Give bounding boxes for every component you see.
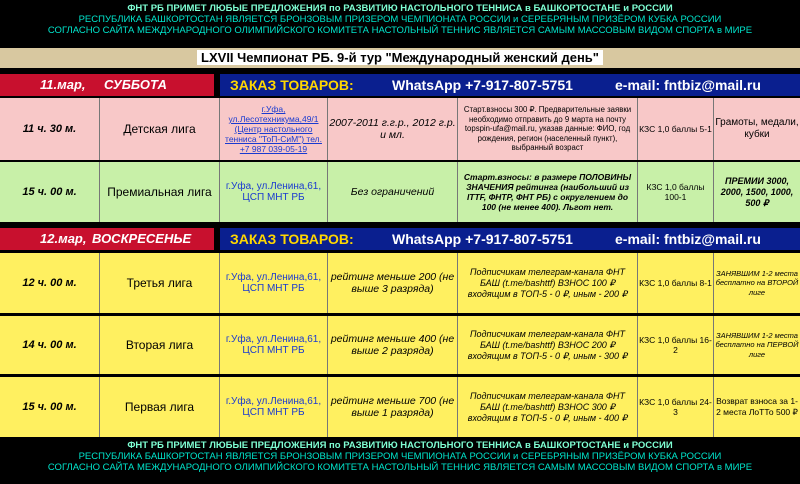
day-label — [0, 74, 214, 96]
row-league: Третья лига — [100, 253, 220, 313]
row-prize: Грамоты, медали, кубки — [714, 98, 800, 160]
row-time: 14 ч. 00 м. — [0, 316, 100, 374]
schedule-row — [0, 377, 800, 437]
row-place: г.Уфа, ул.Ленина,61, ЦСП МНТ РБ — [220, 253, 328, 313]
day-header-2 — [0, 228, 800, 250]
banner-line-2: РЕСПУБЛИКА БАШКОРТОСТАН ЯВЛЯЕТСЯ БРОНЗОВЫМ ПРИЗЕРОМ ЧЕМПИОНАТА РОССИИ и СЕРЕБРЯНЫМ ПРИЗЁРОМ КУБКА РОССИИ — [78, 14, 722, 25]
email-link[interactable]: e-mail: fntbiz@mail.ru — [615, 77, 761, 93]
row-fee: Старт.взносы 300 ₽. Предварительные заявки необходимо отправить до 9 марта на почту topspin-ufa@mail.ru, указав данные: ФИО, год рождения, регион (населенный пункт), выбранный возраст — [458, 98, 638, 160]
row-rating: рейтинг меньше 700 (не выше 1 разряда) — [328, 377, 458, 437]
row-place-link[interactable]: г.Уфа, ул.Лесотехникума,49/1 (Центр настольного тенниса "ТоП-СиМ") тел. +7 987 039-05-19 — [220, 98, 328, 160]
row-time: 12 ч. 00 м. — [0, 253, 100, 313]
row-kzs: КЗС 1,0 баллы 5-1 — [638, 98, 714, 160]
row-rating: рейтинг меньше 400 (не выше 2 разряда) — [328, 316, 458, 374]
row-prize: ЗАНЯВШИМ 1-2 места бесплатно на ПЕРВОЙ лиге — [714, 316, 800, 374]
row-fee: Подписчикам телеграм-канала ФНТ БАШ (t.me/bashttf) ВЗНОС 200 ₽ входящим в ТОП-5 - 0 ₽, иным - 300 ₽ — [458, 316, 638, 374]
day-date: 11.мар, — [40, 77, 86, 92]
whatsapp-link[interactable]: WhatsApp +7-917-807-5751 — [392, 231, 573, 247]
banner-line-3: СОГЛАСНО САЙТА МЕЖДУНАРОДНОГО ОЛИМПИЙСКОГО КОМИТЕТА НАСТОЛЬНЫЙ ТЕННИС ЯВЛЯЕТСЯ САМЫМ МАССОВЫМ ВИДОМ СПОРТА в МИРЕ — [47, 25, 753, 36]
row-fee: Подписчикам телеграм-канала ФНТ БАШ (t.me/bashttf) ВЗНОС 100 ₽ входящим в ТОП-5 - 0 ₽, иным - 200 ₽ — [458, 253, 638, 313]
row-kzs: КЗС 1,0 баллы 16-2 — [638, 316, 714, 374]
contacts-bar — [220, 74, 800, 96]
row-place: г.Уфа, ул.Ленина,61, ЦСП МНТ РБ — [220, 162, 328, 222]
row-fee: Подписчикам телеграм-канала ФНТ БАШ (t.me/bashttf) ВЗНОС 300 ₽ входящим в ТОП-5 - 0 ₽, иным - 400 ₽ — [458, 377, 638, 437]
email-link[interactable]: e-mail: fntbiz@mail.ru — [615, 231, 761, 247]
row-rating: Без ограничений — [328, 162, 458, 222]
order-label: ЗАКАЗ ТОВАРОВ: — [230, 77, 354, 93]
row-prize: ПРЕМИИ 3000, 2000, 1500, 1000, 500 ₽ — [714, 162, 800, 222]
row-fee: Старт.взносы: в размере ПОЛОВИНЫ ЗНАЧЕНИЯ рейтинга (наибольший из ITTF, ФНТР, ФНТ РБ) с округлением до 100 (не менее 400). Льгот нет. — [458, 162, 638, 222]
day-name: СУББОТА — [104, 77, 167, 92]
row-place: г.Уфа, ул.Ленина,61, ЦСП МНТ РБ — [220, 316, 328, 374]
schedule-row — [0, 253, 800, 313]
row-place: г.Уфа, ул.Ленина,61, ЦСП МНТ РБ — [220, 377, 328, 437]
day-name: ВОСКРЕСЕНЬЕ — [92, 231, 192, 246]
row-kzs: КЗС 1,0 баллы 100-1 — [638, 162, 714, 222]
bottom-banner — [0, 440, 800, 473]
day-date: 12.мар, — [40, 231, 87, 246]
banner-line-1: ФНТ РБ ПРИМЕТ ЛЮБЫЕ ПРЕДЛОЖЕНИЯ по РАЗВИТИЮ НАСТОЛЬНОГО ТЕННИСА в БАШКОРТОСТАНЕ и РОССИИ — [127, 3, 673, 14]
banner-line-3: СОГЛАСНО САЙТА МЕЖДУНАРОДНОГО ОЛИМПИЙСКОГО КОМИТЕТА НАСТОЛЬНЫЙ ТЕННИС ЯВЛЯЕТСЯ САМЫМ МАССОВЫМ ВИДОМ СПОРТА в МИРЕ — [47, 462, 753, 473]
contacts-bar — [220, 228, 800, 250]
schedule-row — [0, 162, 800, 222]
day-label — [0, 228, 214, 250]
row-kzs: КЗС 1,0 баллы 24-3 — [638, 377, 714, 437]
row-time: 15 ч. 00 м. — [0, 162, 100, 222]
schedule-row — [0, 98, 800, 160]
row-prize: ЗАНЯВШИМ 1-2 места бесплатно на ВТОРОЙ лиге — [714, 253, 800, 313]
order-label: ЗАКАЗ ТОВАРОВ: — [230, 231, 354, 247]
banner-line-1: ФНТ РБ ПРИМЕТ ЛЮБЫЕ ПРЕДЛОЖЕНИЯ по РАЗВИТИЮ НАСТОЛЬНОГО ТЕННИСА в БАШКОРТОСТАНЕ и РОССИИ — [127, 440, 673, 451]
row-time: 15 ч. 00 м. — [0, 377, 100, 437]
top-banner — [0, 3, 800, 36]
whatsapp-link[interactable]: WhatsApp +7-917-807-5751 — [392, 77, 573, 93]
row-kzs: КЗС 1,0 баллы 8-1 — [638, 253, 714, 313]
row-league: Вторая лига — [100, 316, 220, 374]
row-league: Детская лига — [100, 98, 220, 160]
banner-line-2: РЕСПУБЛИКА БАШКОРТОСТАН ЯВЛЯЕТСЯ БРОНЗОВЫМ ПРИЗЕРОМ ЧЕМПИОНАТА РОССИИ и СЕРЕБРЯНЫМ ПРИЗЁРОМ КУБКА РОССИИ — [78, 451, 722, 462]
row-prize: Возврат взноса за 1-2 места ЛоТТо 500 ₽ — [714, 377, 800, 437]
row-league: Первая лига — [100, 377, 220, 437]
schedule-row — [0, 316, 800, 374]
row-league: Премиальная лига — [100, 162, 220, 222]
event-title: LXVII Чемпионат РБ. 9-й тур "Международный женский день" — [0, 48, 800, 68]
row-rating: рейтинг меньше 200 (не выше 3 разряда) — [328, 253, 458, 313]
day-header-1 — [0, 74, 800, 96]
row-rating: 2007-2011 г.г.р., 2012 г.р. и мл. — [328, 98, 458, 160]
row-time: 11 ч. 30 м. — [0, 98, 100, 160]
